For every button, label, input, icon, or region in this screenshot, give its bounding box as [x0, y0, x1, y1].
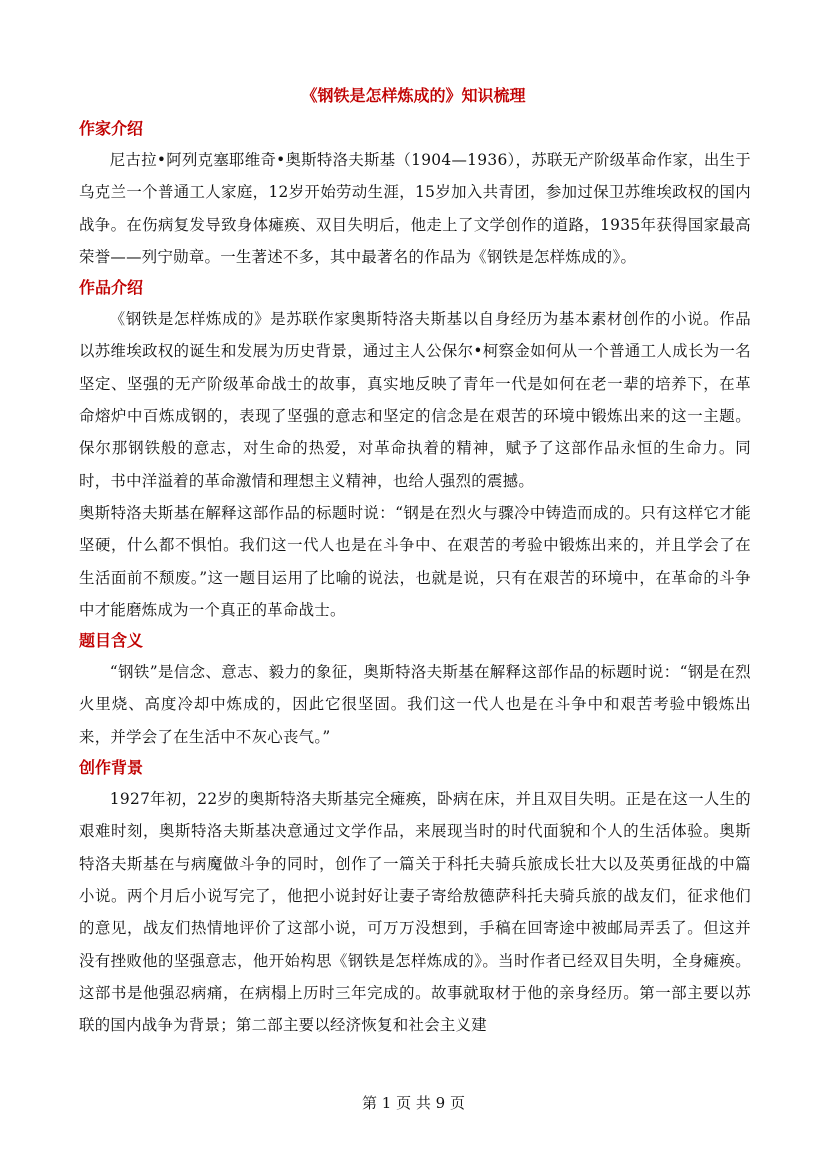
paragraph-work-title-explanation: 奥斯特洛夫斯基在解释这部作品的标题时说：“钢是在烈火与骤冷中铸造而成的。只有这样它才能坚硬，什么都不惧怕。我们这一代人也是在斗争中、在艰苦的考验中锻炼出来的，并且学会了在生活面前不颓废。”这一题目运用了比喻的说法，也就是说，只有在艰苦的环境中，在革命的斗争中才能磨炼成为一个真正的革命战士。 — [79, 503, 751, 619]
section-heading-work: 作品介绍 — [79, 278, 144, 298]
section-work — [79, 273, 751, 626]
section-background — [79, 753, 751, 1041]
paragraph-author-intro: 尼古拉•阿列克塞耶维奇•奥斯特洛夫斯基（1904—1936），苏联无产阶级革命作家，出生于乌克兰一个普通工人家庭，12岁开始劳动生涯，15岁加入共青团，参加过保卫苏维埃政权的国内战争。在伤病复发导致身体瘫痪、双目失明后，他走上了文学创作的道路，1935年获得国家最高荣誉——列宁勋章。一生著述不多，其中最著名的作品为《钢铁是怎样炼成的》。 — [79, 151, 751, 266]
paragraph-title-meaning: “钢铁”是信念、意志、毅力的象征，奥斯特洛夫斯基在解释这部作品的标题时说：“钢是在烈火里烧、高度冷却中炼成的，因此它很坚固。我们这一代人也是在斗争中和艰苦考验中锻炼出来，并学会了在生活中不灰心丧气。” — [79, 663, 751, 746]
section-heading-title-meaning: 题目含义 — [79, 631, 144, 651]
section-author — [79, 114, 751, 273]
paragraph-background: 1927年初，22岁的奥斯特洛夫斯基完全瘫痪，卧病在床，并且双目失明。正是在这一人生的艰难时刻，奥斯特洛夫斯基决意通过文学作品，来展现当时的时代面貌和个人的生活体验。奥斯特洛夫斯基在与病魔做斗争的同时，创作了一篇关于科托夫骑兵旅成长壮大以及英勇征战的中篇小说。两个月后小说写完了，他把小说封好让妻子寄给敖德萨科托夫骑兵旅的战友们，征求他们的意见，战友们热情地评价了这部小说，可万万没想到，手稿在回寄途中被邮局弄丢了。但这并没有挫败他的坚强意志，他开始构思《钢铁是怎样炼成的》。当时作者已经双目失明，全身瘫痪。这部书是他强忍病痛，在病榻上历时三年完成的。故事就取材于他的亲身经历。第一部主要以苏联的国内战争为背景；第二部主要以经济恢复和社会主义建 — [79, 790, 751, 1035]
paragraph-work-intro: 《钢铁是怎样炼成的》是苏联作家奥斯特洛夫斯基以自身经历为基本素材创作的小说。作品以苏维埃政权的诞生和发展为历史背景，通过主人公保尔•柯察金如何从一个普通工人成长为一名坚定、坚强的无产阶级革命战士的故事，真实地反映了青年一代是如何在老一辈的培养下，在革命熔炉中百炼成钢的，表现了坚强的意志和坚定的信念是在艰苦的环境中锻炼出来的这一主题。保尔那钢铁般的意志，对生命的热爱，对革命执着的精神，赋予了这部作品永恒的生命力。同时，书中洋溢着的革命激情和理想主义精神，也给人强烈的震撼。 — [79, 310, 751, 490]
page-footer: 第 1 页 共 9 页 — [362, 1094, 465, 1112]
document-body — [79, 114, 751, 1041]
section-heading-background: 创作背景 — [79, 758, 144, 778]
section-title-meaning — [79, 626, 751, 753]
section-heading-author: 作家介绍 — [79, 119, 144, 138]
document-title: 《钢铁是怎样炼成的》知识梳理 — [301, 86, 526, 105]
